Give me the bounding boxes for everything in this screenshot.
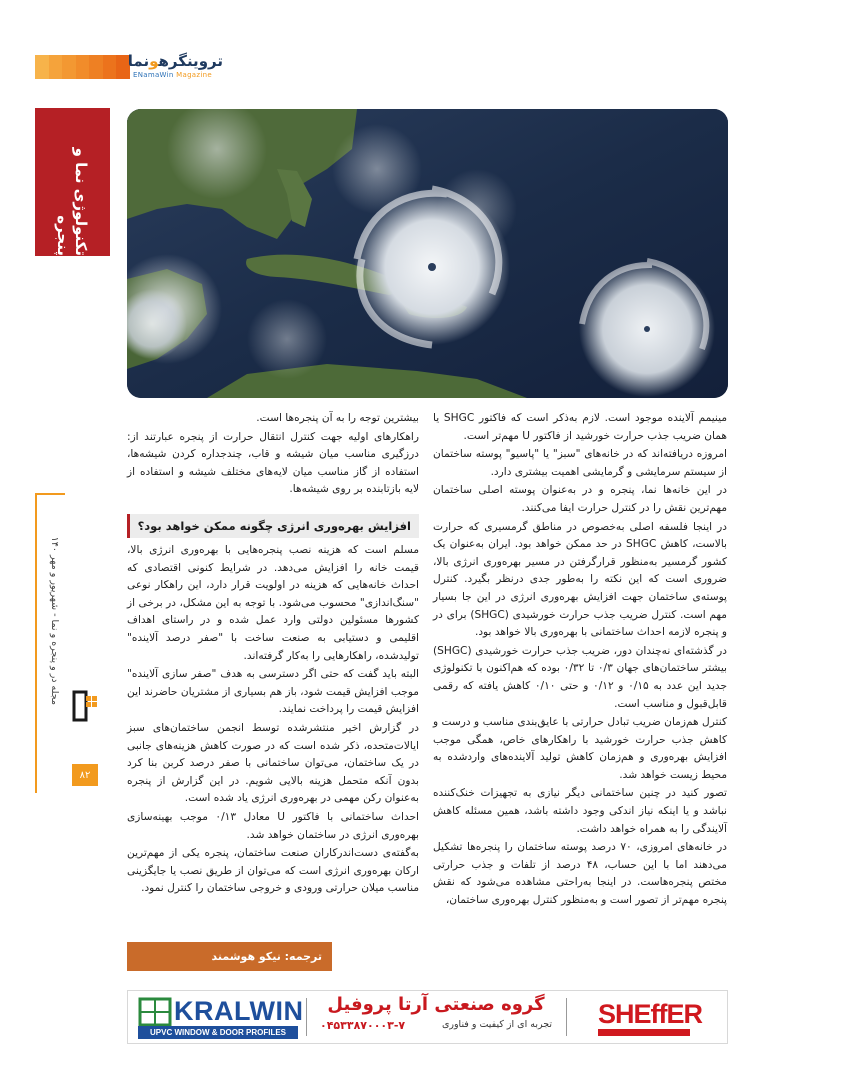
- logo-english: ENamaWin Magazine: [133, 71, 212, 79]
- issue-info-text: مجله در و پنجره و نما - شهریور و مهر ۱۴۰: [49, 536, 61, 705]
- article-right-column: [433, 410, 727, 911]
- kralwin-tagline: UPVC WINDOW & DOOR PROFILES: [138, 1026, 298, 1039]
- article-left-column-bottom: [127, 542, 419, 899]
- hurricane-satellite-image: [127, 109, 728, 398]
- sheffer-underline: [598, 1029, 690, 1036]
- page-number: ۸۲: [72, 764, 98, 786]
- kralwin-logo[interactable]: [138, 995, 304, 1039]
- section-subheading: افزایش بهره‌وری انرژی چگونه ممکن خواهد بود؟: [127, 514, 419, 538]
- article-left-column-top: [127, 410, 419, 500]
- paragraph: در خانه‌های امروزی، ۷۰ درصد پوسته ساختمان را پنجره‌ها تشکیل می‌دهند اما با این حساب، ۴۸ درصد از تلفات و جذب حرارتی مختص پنجره‌هاست. در اینجا به‌راحتی مشاهده می‌شود که نقش پنجره مهم‌تر از تصور است و به‌منظور کنترل بهره‌وری ساختمان،: [433, 841, 727, 907]
- mini-logo-icon: [72, 690, 98, 724]
- translator-credit: ترجمه: نیکو هوشمند: [127, 942, 332, 971]
- paragraph: در گذشته‌ای نه‌چندان دور، ضریب جذب حرارت خورشیدی (SHGC) بیشتر ساختمان‌های جهان ۰/۳ تا ۰/۳۲ بوده که هم‌اکنون با تکنولوژی جدید این عدد به ۰/۱۵ و ۰/۱۲ و حتی ۰/۱۰ کاهش یافته که رقمی قابل‌قبول و مناسب است.: [433, 644, 727, 710]
- issue-info: [40, 505, 70, 705]
- ad-divider: [566, 998, 567, 1036]
- paragraph: کنترل هم‌زمان ضریب تبادل حرارتی با عایق‌بندی مناسب و درست و کاهش جذب حرارت خورشید با راهکارهای خاص، همگی موجب افزایش بهره‌وری و هم‌زمان کاهش تولید آلاینده‌های واردشده به محیط زیست خواهد شد.: [433, 716, 727, 781]
- sheffer-name: SHEffER: [598, 999, 703, 1029]
- strip-top-line: [35, 493, 65, 495]
- paragraph: در این خانه‌ها نما، پنجره و در به‌عنوان پوسته اصلی ساختمان مهم‌ترین نقش را در کنترل حرارت ایفا می‌کنند.: [433, 484, 727, 514]
- paragraph: امروزه دریافته‌اند که در خانه‌های "سبز" یا "پاسیو" پوسته ساختمان از سیستم سرمایشی و گرمایشی اهمیت بیشتری دارد.: [433, 448, 727, 478]
- company-phone: ۰۴۵۳۳۸۷۰۰۰۳-۷: [320, 1019, 406, 1032]
- window-icon: [138, 997, 172, 1027]
- paragraph: در اینجا فلسفه اصلی به‌خصوص در مناطق گرمسیری که حرارت بالاست، کاهش SHGC در حد ممکن خواهد بود. ایران به‌عنوان یک کشور گرمسیر به‌منظور قرارگرفتن در مسیر بهره‌وری انرژی بالا، ضروری است که این نکته را به‌طور جدی درنظر بگیرد. کنترل پوسته‌ی ساختمان جهت افزایش بهره‌وری انرژی در این جا بسیار مهم است. کنترل ضریب جذب حرارت خورشیدی (SHGC) برای در و پنجره لازمه احداث ساختمانی با بهره‌وری بالا خواهد بود.: [433, 520, 728, 639]
- strip-vertical-line: [35, 493, 37, 793]
- paragraph: بیشترین توجه را به آن پنجره‌ها است.: [256, 412, 419, 424]
- header-stripe: [76, 55, 90, 79]
- company-tagline: تجربه ای از کیفیت و فناوری: [441, 1019, 552, 1030]
- paragraph: مینیمم آلاینده موجود است. لازم به‌ذکر است که فاکتور SHGC یا همان ضریب جذب حرارت خورشید از فاکتور U مهم‌تر است.: [433, 412, 728, 442]
- paragraph: البته باید گفت که حتی اگر دسترسی به هدف "صفر سازی آلاینده" موجب افزایش قیمت شود، باز هم بسیاری از مشتریان حاضرند این افزایش قیمت را پرداخت نمایند.: [127, 668, 419, 716]
- header-stripe: [49, 55, 63, 79]
- paragraph: مسلم است که هزینه نصب پنجره‌هایی با بهره‌وری انرژی بالا، قیمت خانه را افزایش می‌دهد. در شرایط کنونی اقتصادی که احداث خانه‌هایی که هزینه در اولویت قرار دارد، این راهکار نوعی "سنگ‌اندازی" محسوب می‌شود. با توجه به این مشکل، در برخی از کشورها مسئولین دولتی وارد عمل شده و در راستای اهداف اقلیمی و دستیابی به صنعت ساخت با "صفر درصد آلاینده" تولیدشده، راهکارهایی را به‌کار گرفته‌اند.: [127, 544, 419, 662]
- header-stripe: [103, 55, 117, 79]
- paragraph: احداث ساختمانی با فاکتور U معادل ۰/۱۳ موجب بهینه‌سازی بهره‌وری انرژی در ساختمان خواهد شد.: [127, 810, 420, 841]
- header-color-stripes: [35, 55, 130, 79]
- header-stripe: [62, 55, 76, 79]
- section-tab-label: تکنولوژی نما و پنجره: [54, 147, 91, 256]
- sheffer-logo[interactable]: [598, 997, 703, 1039]
- header-stripe: [89, 55, 103, 79]
- ad-divider: [306, 998, 307, 1036]
- magazine-logo[interactable]: [127, 52, 223, 88]
- logo-persian: تروینگرهونما: [127, 52, 223, 70]
- paragraph: تصور کنید در چنین ساختمانی دیگر نیازی به تجهیزات خنک‌کننده نباشد و یا اینکه نیاز اندکی وجود داشته باشد، همین مسئله کاهش آلایندگی را به همراه خواهد داشت.: [433, 787, 727, 835]
- section-tab: [35, 108, 110, 256]
- header-stripe: [35, 55, 49, 79]
- company-name: گروه صنعتی آرتا پروفیل: [327, 994, 545, 1015]
- kralwin-name: KRALWIN: [174, 996, 304, 1026]
- paragraph: به‌گفته‌ی دست‌اندرکاران صنعت ساختمان، پنجره یکی از مهم‌ترین ارکان بهره‌وری انرژی است که می‌توان از طریق نصب یا جایگزینی مناسب میلان حرارتی ورودی و خروجی ساختمان را کنترل نمود.: [127, 847, 419, 895]
- paragraph: راهکارهای اولیه جهت کنترل انتقال حرارت از پنجره عبارتند از: درزگیری مناسب میان شیشه و قاب، چندجداره کردن شیشه‌ها، استفاده از گاز مناسب میان لایه‌های مختلف شیشه و استفاده از لایه بازتابنده بر روی شیشه‌ها.: [127, 430, 419, 496]
- paragraph: در گزارش اخیر منتشرشده توسط انجمن ساختمان‌های سبز ایالات‌متحده، ذکر شده است که در صورت کاهش هزینه‌های جانبی در یک ساختمان، می‌توان ساختمانی با صفر درصد کربن بنا کرد بدون آنکه متحمل هزینه بالایی شویم. در این گزارش از پنجره به‌عنوان رکن مهمی در بهره‌وری انرژی یاد شده است.: [127, 721, 419, 805]
